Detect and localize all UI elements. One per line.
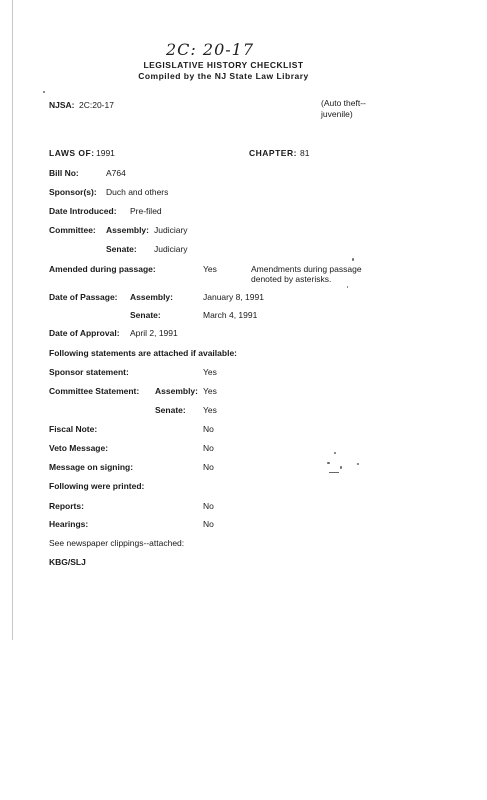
date-introduced-value: Pre-filed bbox=[130, 206, 162, 216]
amended-value: Yes bbox=[203, 264, 217, 274]
date-of-approval-value: April 2, 1991 bbox=[130, 328, 178, 338]
fiscal-note-label: Fiscal Note: bbox=[49, 424, 98, 434]
njsa-label: NJSA: bbox=[49, 100, 75, 110]
page-edge-line bbox=[12, 0, 13, 640]
clippings-note: See newspaper clippings--attached: bbox=[49, 538, 185, 548]
handwritten-statute-number: 2C: 20-17 bbox=[166, 40, 255, 59]
committee-statement-senate-label: Senate: bbox=[155, 405, 186, 415]
sponsors-label: Sponsor(s): bbox=[49, 187, 97, 197]
subject-note-line2: juvenile) bbox=[321, 109, 353, 119]
passage-assembly-label: Assembly: bbox=[130, 292, 173, 302]
committee-assembly-value: Judiciary bbox=[154, 225, 188, 235]
committee-label: Committee: bbox=[49, 225, 96, 235]
chapter-value: 81 bbox=[300, 148, 310, 158]
amended-note-line2: denoted by asterisks. bbox=[251, 274, 332, 284]
scan-speck bbox=[347, 286, 348, 288]
subject-note bbox=[321, 98, 366, 120]
document-subtitle: Compiled by the NJ State Law Library bbox=[138, 71, 309, 81]
scan-speck bbox=[357, 463, 359, 465]
veto-message-value: No bbox=[203, 443, 214, 453]
committee-senate-label: Senate: bbox=[106, 244, 137, 254]
committee-statement-label: Committee Statement: bbox=[49, 386, 140, 396]
amended-note-line1: Amendments during passage bbox=[251, 264, 362, 274]
date-introduced-label: Date Introduced: bbox=[49, 206, 117, 216]
committee-statement-assembly-value: Yes bbox=[203, 386, 217, 396]
hearings-label: Hearings: bbox=[49, 519, 89, 529]
subject-note-line1: (Auto theft-- bbox=[321, 98, 366, 108]
sponsor-statement-label: Sponsor statement: bbox=[49, 367, 129, 377]
sponsors-value: Duch and others bbox=[106, 187, 169, 197]
passage-senate-value: March 4, 1991 bbox=[203, 310, 258, 320]
fiscal-note-value: No bbox=[203, 424, 214, 434]
laws-of-value: 1991 bbox=[96, 148, 115, 158]
scan-speck bbox=[327, 462, 330, 464]
committee-statement-senate-value: Yes bbox=[203, 405, 217, 415]
njsa-value: 2C:20-17 bbox=[79, 100, 114, 110]
sponsor-statement-value: Yes bbox=[203, 367, 217, 377]
initials: KBG/SLJ bbox=[49, 557, 86, 567]
statements-heading: Following statements are attached if available: bbox=[49, 348, 237, 358]
committee-statement-assembly-label: Assembly: bbox=[155, 386, 198, 396]
document-title: LEGISLATIVE HISTORY CHECKLIST bbox=[143, 60, 304, 70]
printed-heading: Following were printed: bbox=[49, 481, 145, 491]
bill-no-value: A764 bbox=[106, 168, 126, 178]
committee-assembly-label: Assembly: bbox=[106, 225, 149, 235]
scan-speck bbox=[43, 91, 45, 93]
bill-no-label: Bill No: bbox=[49, 168, 79, 178]
reports-label: Reports: bbox=[49, 501, 84, 511]
passage-senate-label: Senate: bbox=[130, 310, 161, 320]
message-on-signing-value: No bbox=[203, 462, 214, 472]
passage-assembly-value: January 8, 1991 bbox=[203, 292, 264, 302]
chapter-label: CHAPTER: bbox=[249, 148, 297, 158]
scan-speck bbox=[352, 258, 354, 261]
veto-message-label: Veto Message: bbox=[49, 443, 109, 453]
date-of-passage-label: Date of Passage: bbox=[49, 292, 118, 302]
scan-speck bbox=[334, 452, 336, 454]
message-on-signing-label: Message on signing: bbox=[49, 462, 134, 472]
reports-value: No bbox=[203, 501, 214, 511]
date-of-approval-label: Date of Approval: bbox=[49, 328, 120, 338]
hearings-value: No bbox=[203, 519, 214, 529]
scan-speck bbox=[329, 472, 339, 473]
scan-speck bbox=[340, 466, 342, 469]
committee-senate-value: Judiciary bbox=[154, 244, 188, 254]
laws-of-label: LAWS OF: bbox=[49, 148, 95, 158]
amended-label: Amended during passage: bbox=[49, 264, 156, 274]
